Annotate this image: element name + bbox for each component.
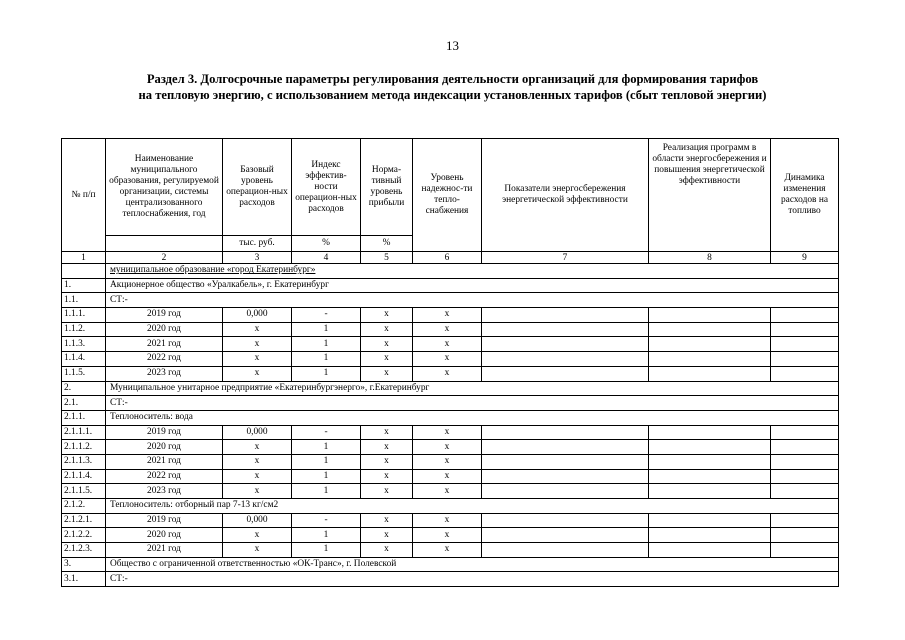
row-base-level: 0,000 [223, 425, 292, 440]
column-number: 1 [62, 252, 106, 264]
row-fuel-dynamics [771, 469, 839, 484]
table-row [62, 322, 839, 337]
row-efficiency-index: - [292, 308, 361, 323]
row-number: 3.1. [62, 572, 106, 587]
row-reliability: x [413, 366, 482, 381]
row-programs [649, 308, 771, 323]
row-programs [649, 425, 771, 440]
row-base-level: x [223, 469, 292, 484]
row-number: 1.1.3. [62, 337, 106, 352]
row-year: 2020 год [106, 440, 223, 455]
section-title [40, 71, 865, 103]
row-title: СТ:- [106, 572, 839, 587]
row-fuel-dynamics [771, 352, 839, 367]
row-efficiency-index: 1 [292, 469, 361, 484]
row-base-level: x [223, 366, 292, 381]
row-efficiency-index: 1 [292, 366, 361, 381]
row-number: 2.1.2.2. [62, 528, 106, 543]
row-profit-level: x [361, 352, 413, 367]
row-year: 2019 год [106, 425, 223, 440]
row-programs [649, 513, 771, 528]
row-profit-level: x [361, 543, 413, 558]
header-base-level: Базовый уровень операцион-ных расходов [223, 139, 292, 236]
table-row [62, 337, 839, 352]
row-efficiency-index: - [292, 425, 361, 440]
row-energy-saving [482, 528, 649, 543]
row-base-level: x [223, 484, 292, 499]
row-energy-saving [482, 454, 649, 469]
municipality-name: муниципальное образование «город Екатеринбург» [106, 264, 839, 279]
row-number: 2.1.1.1. [62, 425, 106, 440]
row-number: 2.1.1.5. [62, 484, 106, 499]
row-energy-saving [482, 308, 649, 323]
row-number: 1.1.5. [62, 366, 106, 381]
table-row [62, 352, 839, 367]
row-year: 2021 год [106, 543, 223, 558]
row-fuel-dynamics [771, 454, 839, 469]
row-profit-level: x [361, 513, 413, 528]
row-fuel-dynamics [771, 484, 839, 499]
table-row [62, 469, 839, 484]
row-efficiency-index: 1 [292, 528, 361, 543]
row-reliability: x [413, 469, 482, 484]
row-fuel-dynamics [771, 308, 839, 323]
row-title: Теплоноситель: вода [106, 410, 839, 425]
row-fuel-dynamics [771, 366, 839, 381]
column-number: 2 [106, 252, 223, 264]
row-profit-level: x [361, 440, 413, 455]
row-profit-level: x [361, 322, 413, 337]
row-efficiency-index: 1 [292, 322, 361, 337]
row-programs [649, 454, 771, 469]
row-programs [649, 469, 771, 484]
row-programs [649, 322, 771, 337]
row-number: 2.1.1.2. [62, 440, 106, 455]
row-efficiency-index: 1 [292, 440, 361, 455]
header-name: Наименование муниципального образования, регулируемой организации, системы централизованного теплоснабжения, год [106, 139, 223, 236]
column-number: 9 [771, 252, 839, 264]
row-profit-level: x [361, 484, 413, 499]
row-energy-saving [482, 484, 649, 499]
header-profit-level: Норма-тивный уровень прибыли [361, 139, 413, 236]
row-profit-level: x [361, 469, 413, 484]
row-profit-level: x [361, 366, 413, 381]
title-line-2: на тепловую энергию, с использованием метода индексации установленных тарифов (сбыт тепловой энергии) [138, 88, 767, 102]
row-profit-level: x [361, 308, 413, 323]
row-profit-level: x [361, 528, 413, 543]
row-number: 2. [62, 381, 106, 396]
row-reliability: x [413, 528, 482, 543]
row-year: 2021 год [106, 337, 223, 352]
column-number: 7 [482, 252, 649, 264]
row-energy-saving [482, 543, 649, 558]
header-programs: Реализация программ в области энергосбережения и повышения энергетической эффективности [649, 139, 771, 252]
row-title: Акционерное общество «Уралкабель», г. Екатеринбург [106, 278, 839, 293]
table-row [62, 528, 839, 543]
header-efficiency-index: Индекс эффектив-ности операцион-ных расходов [292, 139, 361, 236]
row-number: 1. [62, 278, 106, 293]
table-row [62, 425, 839, 440]
row-programs [649, 337, 771, 352]
row-reliability: x [413, 484, 482, 499]
row-base-level: x [223, 454, 292, 469]
header-reliability: Уровень надежнос-ти тепло-снабжения [413, 139, 482, 252]
row-fuel-dynamics [771, 543, 839, 558]
row-number: 3. [62, 557, 106, 572]
row-reliability: x [413, 440, 482, 455]
row-energy-saving [482, 513, 649, 528]
unit-empty [106, 236, 223, 252]
table-row [62, 513, 839, 528]
row-reliability: x [413, 543, 482, 558]
row-number: 2.1.2.3. [62, 543, 106, 558]
row-reliability: x [413, 322, 482, 337]
row-efficiency-index: 1 [292, 352, 361, 367]
page-number: 13 [446, 38, 459, 53]
table-row [62, 381, 839, 396]
row-reliability: x [413, 513, 482, 528]
row-number: 1.1. [62, 293, 106, 308]
row-number [62, 264, 106, 279]
row-title: Общество с ограниченной ответственностью «ОК-Транс», г. Полевской [106, 557, 839, 572]
row-base-level: 0,000 [223, 513, 292, 528]
row-profit-level: x [361, 425, 413, 440]
table-row [62, 366, 839, 381]
table-row [62, 410, 839, 425]
row-year: 2023 год [106, 366, 223, 381]
row-year: 2023 год [106, 484, 223, 499]
row-title: СТ:- [106, 293, 839, 308]
title-line-1: Раздел 3. Долгосрочные параметры регулирования деятельности организаций для формирования тарифов [146, 72, 759, 86]
row-programs [649, 484, 771, 499]
table-row [62, 454, 839, 469]
table-row [62, 572, 839, 587]
row-year: 2022 год [106, 469, 223, 484]
row-energy-saving [482, 352, 649, 367]
row-efficiency-index: 1 [292, 337, 361, 352]
row-energy-saving [482, 469, 649, 484]
row-base-level: x [223, 543, 292, 558]
row-title: Теплоноситель: отборный пар 7-13 кг/см2 [106, 499, 839, 514]
row-base-level: x [223, 352, 292, 367]
row-energy-saving [482, 322, 649, 337]
row-fuel-dynamics [771, 440, 839, 455]
row-year: 2020 год [106, 528, 223, 543]
row-efficiency-index: 1 [292, 454, 361, 469]
column-number: 8 [649, 252, 771, 264]
row-energy-saving [482, 440, 649, 455]
table-body [62, 264, 839, 587]
row-fuel-dynamics [771, 322, 839, 337]
row-base-level: x [223, 528, 292, 543]
table-row [62, 557, 839, 572]
row-profit-level: x [361, 337, 413, 352]
table-row [62, 278, 839, 293]
row-fuel-dynamics [771, 337, 839, 352]
row-fuel-dynamics [771, 513, 839, 528]
unit-base-level: тыс. руб. [223, 236, 292, 252]
row-programs [649, 352, 771, 367]
row-efficiency-index: - [292, 513, 361, 528]
row-year: 2019 год [106, 308, 223, 323]
table-row [62, 543, 839, 558]
row-reliability: x [413, 337, 482, 352]
row-base-level: 0,000 [223, 308, 292, 323]
row-reliability: x [413, 352, 482, 367]
table-row [62, 264, 839, 279]
row-base-level: x [223, 440, 292, 455]
row-energy-saving [482, 425, 649, 440]
row-number: 2.1.1. [62, 410, 106, 425]
column-number: 6 [413, 252, 482, 264]
table-row [62, 440, 839, 455]
unit-profit-level: % [361, 236, 413, 252]
header-fuel-dynamics: Динамика изменения расходов на топливо [771, 139, 839, 252]
row-fuel-dynamics [771, 528, 839, 543]
row-programs [649, 543, 771, 558]
table-row [62, 308, 839, 323]
row-profit-level: x [361, 454, 413, 469]
table-row [62, 484, 839, 499]
row-efficiency-index: 1 [292, 484, 361, 499]
row-number: 1.1.1. [62, 308, 106, 323]
row-efficiency-index: 1 [292, 543, 361, 558]
row-number: 1.1.4. [62, 352, 106, 367]
row-base-level: x [223, 337, 292, 352]
row-reliability: x [413, 308, 482, 323]
row-year: 2022 год [106, 352, 223, 367]
unit-efficiency-index: % [292, 236, 361, 252]
row-energy-saving [482, 337, 649, 352]
header-energy-saving: Показатели энергосбережения энергетической эффективности [482, 139, 649, 252]
row-year: 2020 год [106, 322, 223, 337]
header-number: № п/п [62, 139, 106, 252]
row-number: 2.1.2.1. [62, 513, 106, 528]
row-programs [649, 440, 771, 455]
row-fuel-dynamics [771, 425, 839, 440]
row-reliability: x [413, 425, 482, 440]
column-number: 5 [361, 252, 413, 264]
column-number: 4 [292, 252, 361, 264]
row-title: СТ:- [106, 396, 839, 411]
table-row [62, 499, 839, 514]
row-number: 2.1. [62, 396, 106, 411]
row-year: 2019 год [106, 513, 223, 528]
table-row [62, 396, 839, 411]
row-number: 2.1.1.4. [62, 469, 106, 484]
column-number: 3 [223, 252, 292, 264]
row-energy-saving [482, 366, 649, 381]
row-number: 2.1.2. [62, 499, 106, 514]
row-year: 2021 год [106, 454, 223, 469]
row-base-level: x [223, 322, 292, 337]
table-row [62, 293, 839, 308]
row-number: 1.1.2. [62, 322, 106, 337]
row-title: Муниципальное унитарное предприятие «Екатеринбургэнерго», г.Екатеринбург [106, 381, 839, 396]
row-reliability: x [413, 454, 482, 469]
row-programs [649, 528, 771, 543]
tariff-parameters-table [61, 138, 839, 587]
row-programs [649, 366, 771, 381]
row-number: 2.1.1.3. [62, 454, 106, 469]
